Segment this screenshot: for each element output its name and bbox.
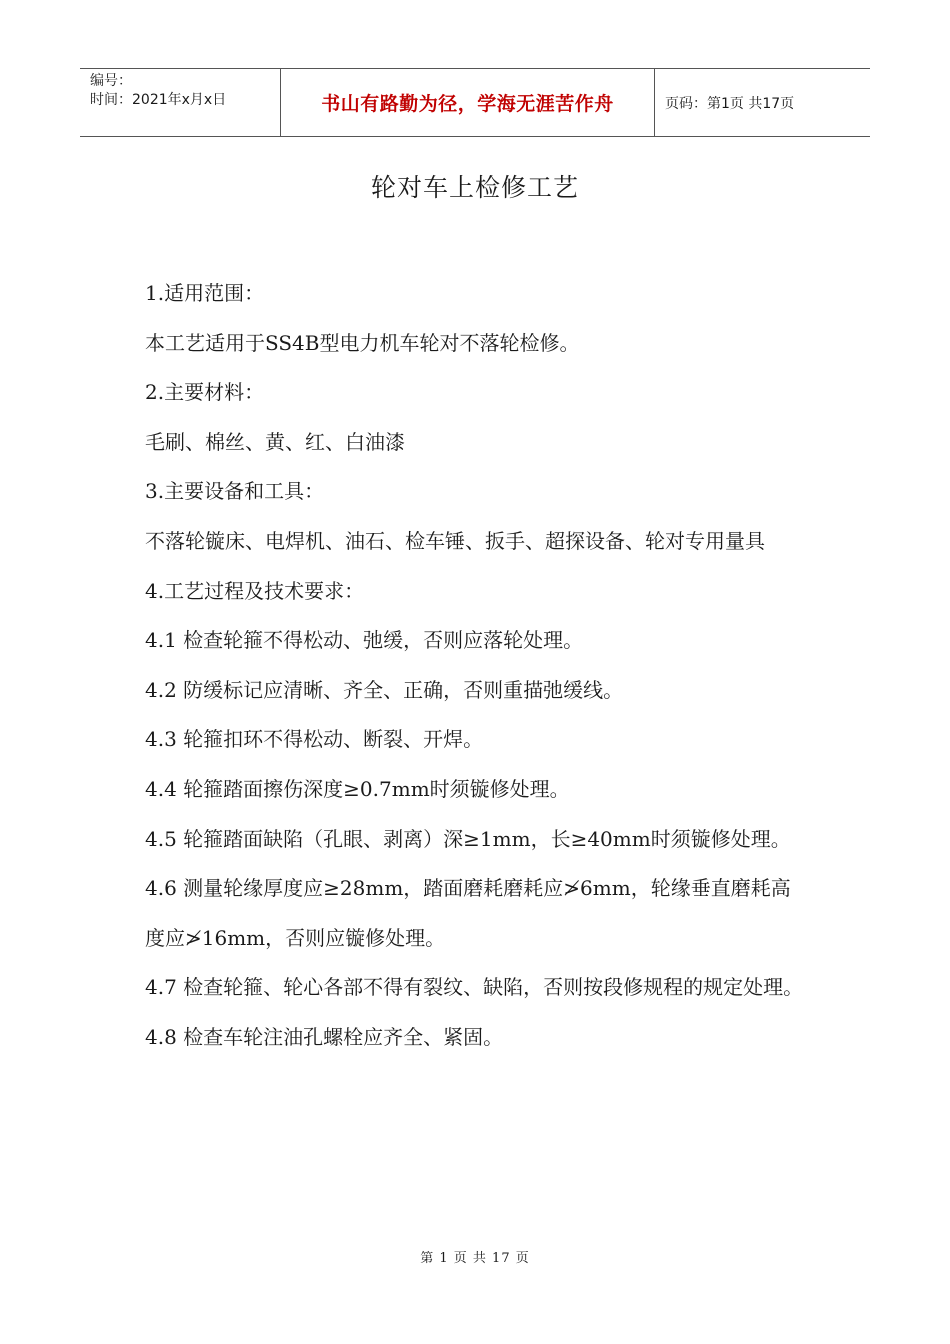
page-footer: 第 1 页 共 17 页 (420, 1251, 530, 1266)
date-label: 时间：2021年x月x日 (90, 92, 227, 108)
list-item: 4.8 检查车轮注油孔螺栓应齐全、紧固。 (145, 1024, 504, 1049)
header-motto: 书山有路勤为径，学海无涯苦作舟 (281, 69, 655, 136)
paragraph: 毛刷、棉丝、黄、红、白油漆 (145, 429, 405, 454)
section-heading: 3.主要设备和工具： (145, 479, 325, 504)
list-item: 4.4 轮箍踏面擦伤深度≥0.7mm时须镟修处理。 (145, 776, 570, 801)
paragraph: 不落轮镟床、电焊机、油石、检车锤、扳手、超探设备、轮对专用量具 (145, 528, 765, 553)
header-page-info: 页码：第1页 共17页 (665, 95, 795, 112)
list-item: 4.5 轮箍踏面缺陷（孔眼、剥离）深≥1mm，长≥40mm时须镟修处理。 (145, 826, 791, 851)
list-item: 4.1 检查轮箍不得松动、弛缓，否则应落轮处理。 (145, 628, 584, 653)
section-heading: 4.工艺过程及技术要求： (145, 578, 365, 603)
list-item: 4.2 防缓标记应清晰、齐全、正确，否则重描弛缓线。 (145, 677, 624, 702)
page-header (80, 68, 870, 137)
document-title: 轮对车上检修工艺 (370, 173, 579, 202)
list-item: 4.7 检查轮箍、轮心各部不得有裂纹、缺陷，否则按段修规程的规定处理。 (145, 975, 804, 1000)
header-meta (80, 69, 281, 136)
list-item: 4.6 测量轮缘厚度应≥28mm，踏面磨耗磨耗应≯6mm，轮缘垂直磨耗高度应≯16mm，否则应镟修处理。 (145, 876, 791, 950)
document-body (145, 269, 810, 1063)
number-label: 编号： (90, 73, 132, 89)
list-item: 4.3 轮箍扣环不得松动、断裂、开焊。 (145, 727, 484, 752)
section-heading: 1.适用范围： (145, 281, 265, 305)
paragraph: 本工艺适用于SS4B型电力机车轮对不落轮检修。 (145, 330, 580, 355)
section-heading: 2.主要材料： (145, 380, 265, 405)
